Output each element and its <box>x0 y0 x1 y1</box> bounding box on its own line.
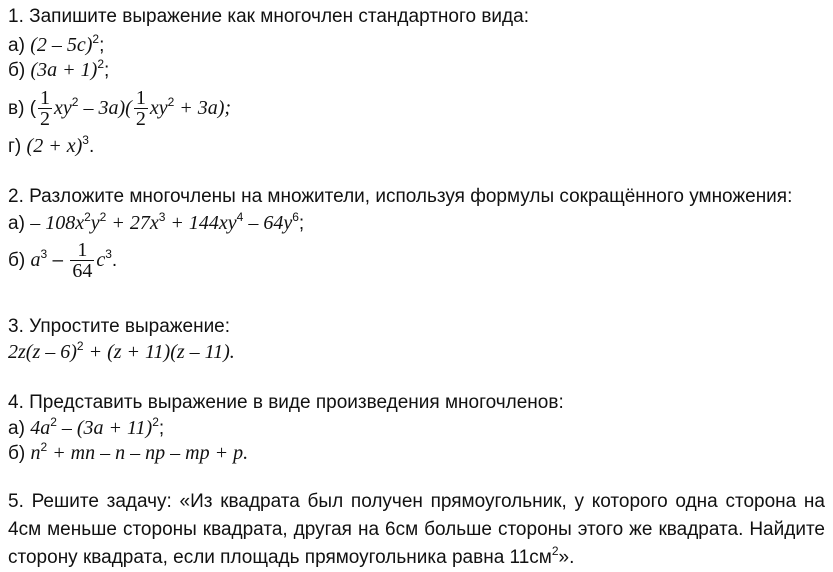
term: + 27x <box>106 212 159 234</box>
exponent: 2 <box>152 415 159 429</box>
item-label: а) <box>8 35 25 56</box>
term: + 144xy <box>165 212 237 234</box>
exponent: 3 <box>105 247 112 261</box>
exponent: 3 <box>82 133 89 147</box>
problem-line <box>8 544 825 572</box>
expression: xy <box>149 97 168 119</box>
task4-item-a <box>8 417 164 440</box>
task3-expression <box>8 341 235 364</box>
exponent: 6 <box>292 210 299 224</box>
term: – 64y <box>243 212 293 234</box>
numerator: 1 <box>135 87 146 110</box>
term: n <box>30 442 41 464</box>
task2-title: 2. Разложите многочлены на множители, используя формулы сокращённого умножения: <box>8 186 793 207</box>
exponent: 2 <box>50 415 57 429</box>
item-label: б) <box>8 250 26 271</box>
term: y <box>90 212 100 234</box>
exponent: 3 <box>158 210 166 224</box>
expression: (2 – 5c) <box>30 34 93 56</box>
exponent: 2 <box>76 339 84 353</box>
item-label: а) <box>8 418 25 439</box>
denominator: 64 <box>72 260 93 283</box>
exponent: 2 <box>84 210 91 224</box>
term: + mn – n – np – mp + p. <box>47 442 249 464</box>
exponent: 2 <box>40 440 48 454</box>
punctuation: . <box>88 136 95 157</box>
exponent: 2 <box>99 210 107 224</box>
exponent: 2 <box>551 544 559 558</box>
task4-item-b <box>8 442 248 465</box>
punctuation: ; <box>104 60 110 81</box>
fraction <box>38 88 52 129</box>
item-label: а) <box>8 213 25 234</box>
expression: – 3a)( <box>78 97 132 119</box>
exponent: 3 <box>40 247 48 261</box>
exponent: 2 <box>167 95 175 109</box>
term: a <box>30 249 41 271</box>
expression: xy <box>54 97 72 119</box>
task1-item-b <box>8 59 109 82</box>
item-label: б) <box>8 443 26 464</box>
punctuation: ; <box>298 213 305 234</box>
problem-text: сторону квадрата, если площадь прямоугольника равна 11см <box>8 547 552 568</box>
fraction <box>134 88 148 129</box>
term: – 108x <box>30 212 85 234</box>
exponent: 2 <box>97 57 105 71</box>
fraction <box>70 240 94 281</box>
task2-item-a <box>8 212 304 235</box>
task1-title: 1. Запишите выражение как многочлен стандартного вида: <box>8 6 529 27</box>
denominator: 2 <box>135 108 146 131</box>
expression: + (z + 11)(z – 11). <box>83 341 235 363</box>
term: 4a <box>30 417 51 439</box>
punctuation: ; <box>158 418 165 439</box>
task1-item-a <box>8 34 104 57</box>
punctuation: ; <box>99 35 105 56</box>
item-label: г) <box>8 136 22 157</box>
task3-title: 3. Упростите выражение: <box>8 316 231 337</box>
punctuation: . <box>111 250 118 271</box>
problem-line: 4см меньше стороны квадрата, другая на 6см больше стороны этого же квадрата. Найдите <box>8 519 825 540</box>
item-label: б) <box>8 60 26 81</box>
exponent: 2 <box>92 32 100 46</box>
item-label: в) ( <box>8 98 37 119</box>
denominator: 2 <box>40 108 51 131</box>
problem-text: ». <box>558 547 575 568</box>
expression: (2 + x) <box>26 135 83 157</box>
task1-item-g <box>8 135 94 158</box>
minus-sign: – <box>47 250 69 271</box>
expression: (3a + 1) <box>30 59 98 81</box>
term: – (3a + 11) <box>56 417 153 439</box>
term: c <box>96 249 106 271</box>
task4-title: 4. Представить выражение в виде произведения многочленов: <box>8 392 564 413</box>
exponent: 2 <box>71 95 79 109</box>
task5-problem <box>8 488 825 572</box>
numerator: 1 <box>40 87 51 110</box>
expression: 2z(z – 6) <box>8 341 77 363</box>
exponent: 4 <box>236 210 244 224</box>
task2-item-b <box>8 238 117 283</box>
expression: + 3a); <box>174 97 232 119</box>
problem-line: 5. Решите задачу: «Из квадрата был получен прямоугольник, у которого одна сторона на <box>8 491 825 512</box>
task1-item-v <box>8 86 231 131</box>
numerator: 1 <box>77 239 88 262</box>
